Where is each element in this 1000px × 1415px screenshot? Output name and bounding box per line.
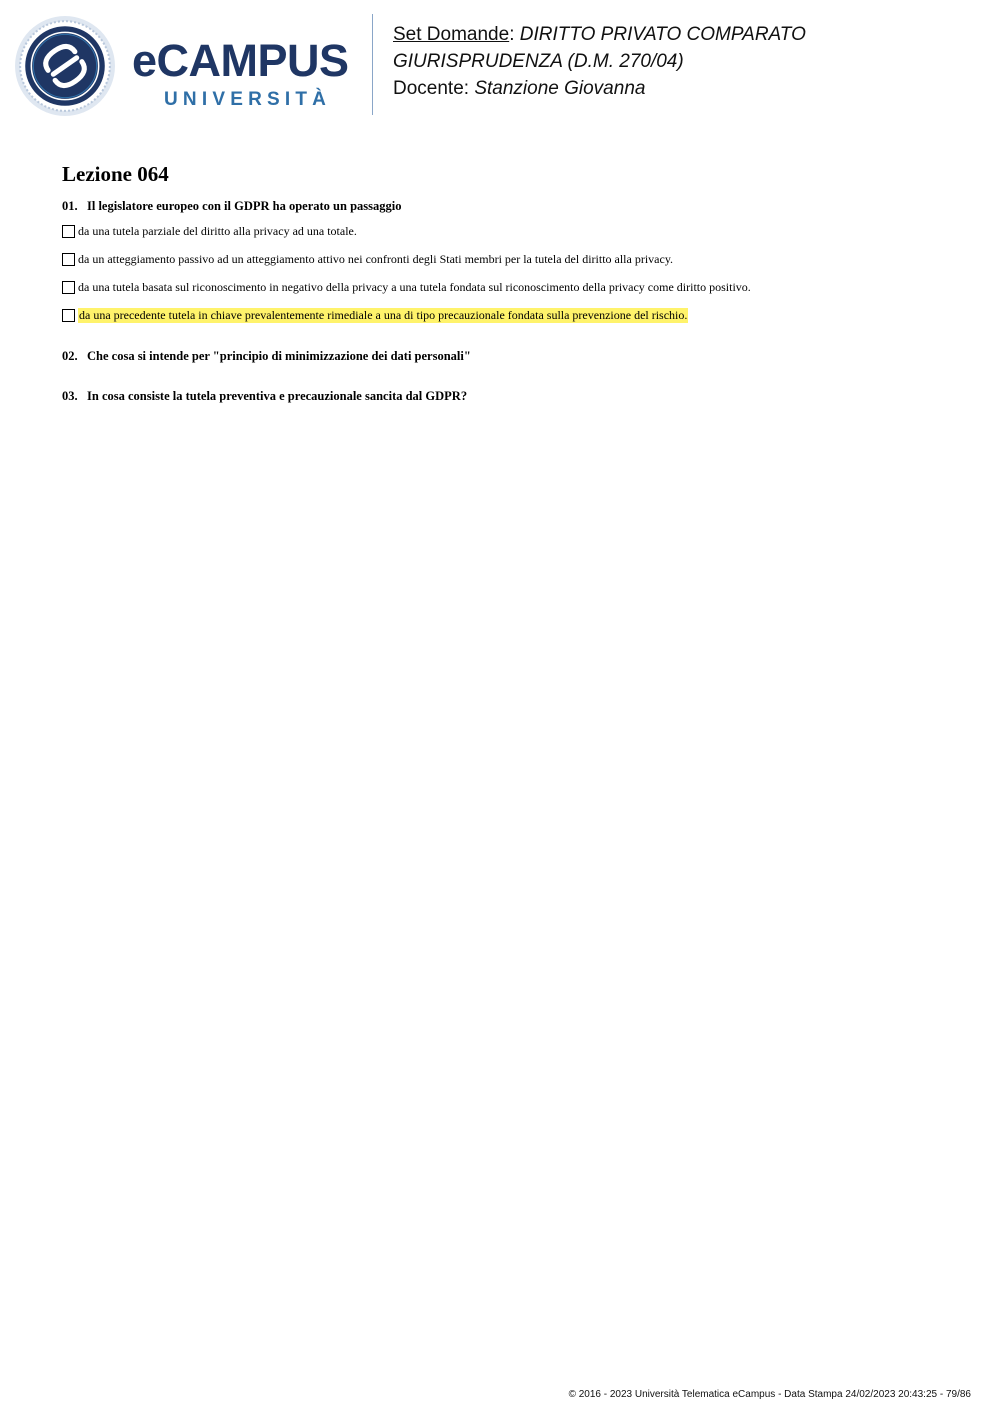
course-name: DIRITTO PRIVATO COMPARATO: [519, 24, 806, 45]
answer-option[interactable]: [62, 280, 751, 295]
question-number: 01.: [62, 199, 78, 213]
header-divider: [372, 14, 373, 115]
checkbox[interactable]: [62, 309, 75, 322]
option-text: da una tutela basata sul riconoscimento in negativo della privacy a una tutela fondata sul riconoscimento della privacy come diritto positivo.: [78, 280, 751, 294]
brand-subtitle: UNIVERSITÀ: [164, 89, 332, 110]
brand-wordmark: [132, 35, 349, 111]
answer-option[interactable]: [62, 224, 357, 239]
question-text: In cosa consiste la tutela preventiva e precauzionale sancita dal GDPR?: [87, 389, 468, 403]
ecampus-seal-logo: [14, 15, 116, 117]
option-text: da una tutela parziale del diritto alla privacy ad una totale.: [78, 224, 357, 238]
checkbox[interactable]: [62, 253, 75, 266]
set-info: [393, 21, 806, 102]
set-label: Set Domande: [393, 24, 510, 45]
course-degree: GIURISPRUDENZA (D.M. 270/04): [393, 51, 684, 72]
lesson-title: Lezione 064: [62, 162, 169, 186]
question-text: Il legislatore europeo con il GDPR ha operato un passaggio: [87, 199, 402, 213]
checkbox[interactable]: [62, 281, 75, 294]
teacher-label: Docente:: [393, 78, 470, 99]
checkbox[interactable]: [62, 225, 75, 238]
answer-option[interactable]: [62, 252, 673, 267]
set-separator: :: [509, 24, 515, 45]
question-text: Che cosa si intende per "principio di minimizzazione dei dati personali": [87, 349, 471, 363]
set-title-line: [393, 21, 806, 48]
question-01: [62, 199, 401, 214]
teacher-name: Stanzione Giovanna: [474, 78, 646, 99]
page-header: [0, 0, 1000, 130]
answer-option-correct[interactable]: [62, 308, 688, 323]
option-text-highlighted: da una precedente tutela in chiave prevalentemente rimediale a una di tipo precauzionale fondata sulla prevenzione del rischio.: [79, 308, 688, 322]
question-number: 02.: [62, 349, 78, 363]
option-text: da un atteggiamento passivo ad un atteggiamento attivo nei confronti degli Stati membri per la tutela del diritto alla privacy.: [78, 252, 674, 266]
brand-name: eCAMPUS: [132, 35, 349, 86]
question-03: [62, 389, 467, 404]
question-02: [62, 349, 471, 364]
page-footer: © 2016 - 2023 Università Telematica eCampus - Data Stampa 24/02/2023 20:43:25 - 79/86: [568, 1389, 971, 1400]
question-number: 03.: [62, 389, 78, 403]
teacher-line: [393, 75, 806, 102]
